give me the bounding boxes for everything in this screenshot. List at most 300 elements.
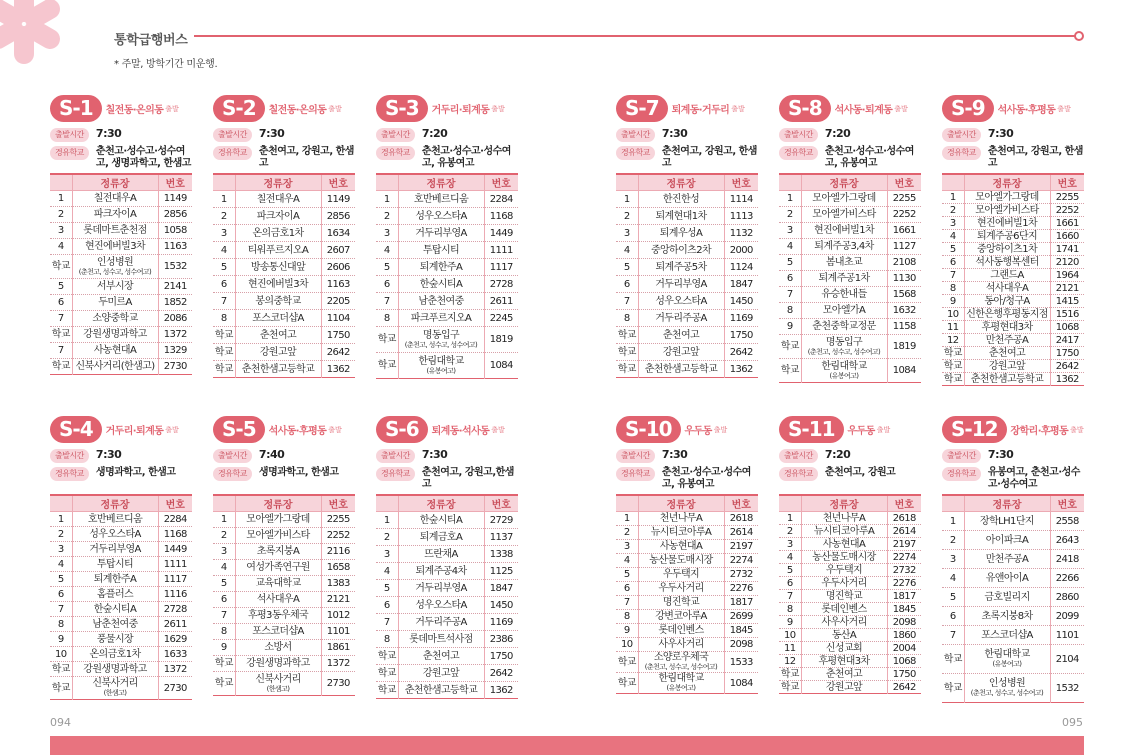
stop-code: 1104 [321, 310, 355, 327]
stop-name [801, 319, 887, 335]
table-row [213, 242, 355, 259]
stop-name [235, 624, 321, 640]
stop-name [801, 335, 887, 359]
depart-time-row [376, 128, 518, 142]
route-header [616, 416, 758, 443]
route-depart-tag: 출발 [1070, 425, 1084, 434]
stop-order: 학교 [376, 682, 398, 699]
stop-code: 1847 [724, 276, 758, 293]
depart-label: 출발시간 [616, 449, 655, 463]
stop-name-text: 그랜드A [990, 269, 1024, 281]
table-header-row [942, 174, 1084, 191]
route-area: 장학리·후평동 [1010, 426, 1069, 437]
stop-name-text: 동아/청구A [984, 295, 1030, 307]
table-row [942, 607, 1084, 626]
schools-list: 춘천여고, 강원고 [824, 467, 896, 478]
stop-name-text: 강원생명과학고 [83, 329, 147, 340]
stop-code: 1111 [484, 242, 518, 259]
stop-code: 1362 [724, 361, 758, 378]
stop-name [72, 239, 158, 255]
stop-code: 1633 [158, 647, 192, 662]
route-depart-tag: 출발 [1057, 104, 1071, 113]
stop-code: 2730 [158, 677, 192, 700]
stop-code: 2141 [158, 279, 192, 295]
header-code: 번호 [887, 495, 921, 512]
stop-name-text: 현진에버빌1차 [813, 225, 875, 236]
stop-name [235, 640, 321, 656]
stop-name [638, 208, 724, 225]
stop-order: 9 [50, 632, 72, 647]
stop-name [801, 629, 887, 642]
stop-name [235, 656, 321, 672]
table-row [376, 682, 518, 699]
stop-name-text: 사농현대A [659, 541, 703, 552]
stop-name [801, 287, 887, 303]
stop-name [72, 512, 158, 527]
stop-code: 1084 [484, 353, 518, 379]
stop-name [72, 662, 158, 677]
stop-name-text: 현진에버빌3차 [84, 241, 146, 252]
schools-label: 경유학교 [376, 146, 415, 160]
table-row [616, 310, 758, 327]
table-row [616, 568, 758, 582]
stop-code: 2004 [887, 642, 921, 655]
stop-order: 2 [213, 528, 235, 544]
stop-code: 2643 [1050, 531, 1084, 550]
stop-order: 학교 [616, 361, 638, 378]
stop-order: 6 [779, 271, 801, 287]
stop-order: 8 [376, 631, 398, 648]
stop-order: 3 [213, 225, 235, 242]
stop-name-text: 호반베르디움 [413, 193, 469, 205]
route-badge: S-1 [50, 95, 102, 122]
table-row [616, 596, 758, 610]
schedule-note: * 주말, 방학기간 미운행. [114, 59, 218, 70]
stop-code: 1362 [321, 361, 355, 378]
stop-code: 2618 [724, 512, 758, 526]
stop-order: 6 [616, 276, 638, 293]
stop-order: 6 [942, 607, 964, 626]
stop-name [638, 327, 724, 344]
stop-code: 1163 [158, 239, 192, 255]
header-stop: 정류장 [235, 495, 321, 512]
stop-name-text: 퇴계주공6단지 [976, 230, 1038, 242]
depart-time-row [942, 449, 1084, 463]
stop-name-text: 명동입구 [825, 336, 863, 348]
stop-code: 2732 [887, 564, 921, 577]
table-row [779, 319, 921, 335]
stop-order: 2 [50, 207, 72, 223]
stop-order: 1 [50, 191, 72, 207]
stop-code: 2614 [887, 525, 921, 538]
stop-name [638, 624, 724, 638]
header-code: 번호 [321, 174, 355, 191]
table-row [376, 631, 518, 648]
stop-order: 5 [942, 588, 964, 607]
stop-code: 1661 [887, 223, 921, 239]
stop-code: 1058 [158, 223, 192, 239]
stop-order: 5 [942, 243, 964, 256]
stop-name [964, 204, 1050, 217]
header-order [376, 174, 398, 191]
route-card-s-5 [213, 416, 355, 696]
stop-code: 1383 [321, 576, 355, 592]
table-row [213, 361, 355, 378]
stop-school-note: (유봉여고) [829, 371, 859, 380]
header-stop: 정류장 [638, 174, 724, 191]
table-row [779, 512, 921, 525]
stop-name [801, 655, 887, 668]
stop-order: 10 [616, 638, 638, 652]
stop-order: 5 [779, 564, 801, 577]
stop-name [964, 360, 1050, 373]
stop-order: 2 [779, 207, 801, 223]
depart-time-row [942, 128, 1084, 142]
stop-name [398, 208, 484, 225]
depart-time: 7:20 [824, 127, 851, 140]
stop-name-text: 사우사거리 [658, 639, 704, 650]
table-row [376, 648, 518, 665]
table-row [779, 538, 921, 551]
stop-name-text: 중앙하이츠1차 [976, 243, 1038, 255]
schools-row [50, 146, 192, 173]
table-row [942, 256, 1084, 269]
stop-name-text: 뉴시티코아루A [650, 527, 712, 538]
stop-name-text: 롯데인벤스 [821, 603, 867, 615]
header-order [213, 495, 235, 512]
stop-code: 2856 [321, 208, 355, 225]
stop-code: 2245 [484, 310, 518, 327]
route-area: 석사동·후평동 [997, 105, 1056, 116]
depart-time-row [50, 449, 192, 463]
stop-name-text: 한림대학교 [821, 360, 867, 372]
header-order [376, 495, 398, 512]
stop-order: 11 [779, 642, 801, 655]
table-row [779, 551, 921, 564]
table-row [942, 569, 1084, 588]
table-row [50, 207, 192, 223]
stop-name-text: 퇴계금호A [419, 531, 463, 543]
stop-order: 3 [376, 225, 398, 242]
schools-list: 춘천여고, 강원고, 한샘고 [987, 146, 1083, 169]
depart-time: 7:30 [95, 127, 122, 140]
stop-name [638, 512, 724, 526]
header-order [616, 174, 638, 191]
stop-name [235, 361, 321, 378]
table-row [213, 276, 355, 293]
stop-order: 6 [213, 592, 235, 608]
table-row [942, 308, 1084, 321]
stop-name [964, 645, 1050, 674]
stop-order: 3 [779, 223, 801, 239]
stops-table [779, 173, 921, 383]
stop-order: 7 [213, 608, 235, 624]
stop-order: 학교 [942, 360, 964, 373]
stops-table [213, 494, 355, 696]
stop-name [398, 191, 484, 208]
depart-label: 출발시간 [779, 128, 818, 142]
stop-order: 12 [779, 655, 801, 668]
stop-name [964, 295, 1050, 308]
depart-time-row [213, 128, 355, 142]
depart-time-row [50, 128, 192, 142]
table-row [376, 546, 518, 563]
schools-list: 생명과학고, 한샘고 [258, 467, 339, 478]
stop-name [638, 582, 724, 596]
route-badge: S-5 [213, 416, 265, 443]
stop-name [964, 334, 1050, 347]
table-row [779, 629, 921, 642]
table-row [213, 528, 355, 544]
stop-name-text: 포스코더샵A [252, 626, 304, 637]
table-row [616, 652, 758, 673]
table-row [50, 662, 192, 677]
stop-code: 1847 [484, 580, 518, 597]
stop-name [638, 554, 724, 568]
title-rule [194, 35, 1080, 37]
stop-order: 5 [213, 259, 235, 276]
depart-time-row [616, 128, 758, 142]
table-row [616, 344, 758, 361]
stop-name-text: 퇴계한주A [419, 261, 463, 273]
stop-order: 5 [50, 572, 72, 587]
table-row [50, 255, 192, 279]
stop-name-text: 만천주공A [985, 334, 1029, 346]
stop-name-text: 소양중학교 [92, 313, 138, 324]
stop-name-text: 소양로우체국 [653, 652, 709, 663]
stop-name-text: 모아엘가A [822, 305, 866, 316]
stop-name [235, 208, 321, 225]
depart-label: 출발시간 [616, 128, 655, 142]
schools-label: 경유학교 [376, 467, 415, 481]
route-badge: S-9 [942, 95, 994, 122]
stop-code: 1845 [887, 603, 921, 616]
route-depart-tag: 출발 [491, 104, 505, 113]
table-row [213, 656, 355, 672]
table-row [616, 225, 758, 242]
stop-order: 학교 [376, 665, 398, 682]
stop-order: 7 [942, 269, 964, 282]
stop-code: 1750 [1050, 347, 1084, 360]
stop-code: 2606 [321, 259, 355, 276]
route-badge: S-7 [616, 95, 668, 122]
stop-order: 12 [942, 334, 964, 347]
route-badge: S-10 [616, 416, 681, 443]
stop-code: 1362 [484, 682, 518, 699]
stop-name [964, 531, 1050, 550]
stop-name [801, 681, 887, 694]
stop-code: 1125 [484, 563, 518, 580]
stop-code: 1634 [321, 225, 355, 242]
table-row [376, 191, 518, 208]
stop-name [72, 602, 158, 617]
table-row [376, 614, 518, 631]
stop-code: 2116 [321, 544, 355, 560]
stop-name [235, 225, 321, 242]
stop-name-text: 현진에버빌3차 [247, 278, 309, 290]
table-row [779, 287, 921, 303]
stop-name-text: 거두리주공A [655, 312, 707, 324]
stop-order: 7 [50, 343, 72, 359]
header-code: 번호 [158, 495, 192, 512]
stop-name [72, 632, 158, 647]
stop-name-text: 거두리부영A [89, 543, 141, 555]
table-row [376, 597, 518, 614]
stop-code: 1449 [484, 225, 518, 242]
stop-name-text: 거두리부영A [655, 278, 707, 290]
stop-name [72, 327, 158, 343]
stop-name [638, 344, 724, 361]
depart-label: 출발시간 [376, 449, 415, 463]
stop-order: 8 [942, 282, 964, 295]
stop-name-text: 강원고앞 [988, 360, 1026, 372]
table-row [50, 527, 192, 542]
depart-time-row [779, 449, 921, 463]
stop-code: 1741 [1050, 243, 1084, 256]
stop-code: 1372 [158, 327, 192, 343]
header-order [779, 174, 801, 191]
table-row [942, 674, 1084, 703]
route-header [50, 416, 192, 443]
stops-table [50, 173, 192, 375]
table-row [779, 223, 921, 239]
stop-name-text: 한숲시티A [419, 278, 463, 290]
stop-name-text: 초록지붕8차 [981, 610, 1033, 622]
table-row [376, 293, 518, 310]
stop-order: 4 [616, 242, 638, 259]
table-row [213, 344, 355, 361]
schools-list: 춘천여고, 강원고, 한샘고 [661, 146, 757, 169]
header-order [50, 174, 72, 191]
stop-code: 2121 [321, 592, 355, 608]
stops-table [50, 494, 192, 700]
stop-code: 1817 [887, 590, 921, 603]
stop-name [964, 308, 1050, 321]
route-depart-tag: 출발 [165, 104, 179, 113]
stop-name-text: 강원고앞 [662, 346, 700, 358]
stop-name [235, 242, 321, 259]
route-badge: S-12 [942, 416, 1007, 443]
stop-name-text: 유승한내들 [821, 289, 867, 300]
stop-order: 학교 [213, 361, 235, 378]
stop-name-text: 신북사거리 [255, 673, 301, 685]
table-row [942, 512, 1084, 531]
stop-code: 2642 [321, 344, 355, 361]
stop-name-text: 춘천여고 [259, 329, 297, 341]
stop-order: 1 [50, 512, 72, 527]
stop-name [398, 648, 484, 665]
stop-order: 10 [942, 308, 964, 321]
route-header [213, 416, 355, 443]
header-order [942, 495, 964, 512]
table-row [616, 638, 758, 652]
stop-code: 2284 [158, 512, 192, 527]
stop-name [72, 587, 158, 602]
route-depart-tag: 출발 [328, 104, 342, 113]
stop-code: 2607 [321, 242, 355, 259]
route-area: 석사동·후평동 [268, 426, 327, 437]
stop-name-text: 파크푸르지오A [410, 312, 472, 324]
stop-name [398, 225, 484, 242]
stop-name-text: 천년나무A [822, 512, 866, 524]
stop-name [398, 512, 484, 529]
table-row [213, 208, 355, 225]
stop-order: 1 [616, 191, 638, 208]
table-row [616, 276, 758, 293]
stop-name [235, 344, 321, 361]
stop-code: 1163 [321, 276, 355, 293]
stop-name-text: 우두택지 [662, 569, 700, 580]
stop-name-text: 성우오스타A [655, 295, 707, 307]
stop-order: 4 [779, 239, 801, 255]
stop-order: 6 [50, 587, 72, 602]
table-row [213, 327, 355, 344]
route-header [376, 416, 518, 443]
table-row [942, 373, 1084, 386]
stop-name-text: 봉의중학교 [255, 295, 301, 307]
stop-name-text: 강원고앞 [259, 346, 297, 358]
stop-name [72, 359, 158, 375]
stop-school-note: (유봉여고) [992, 660, 1022, 668]
stop-name-text: 춘천여고 [825, 668, 863, 680]
table-row [942, 230, 1084, 243]
table-header-row [376, 495, 518, 512]
schools-list: 유봉여고, 춘천고·성수고·성수여고 [987, 467, 1080, 490]
stop-order: 학교 [376, 353, 398, 379]
stop-school-note: (춘천고, 성수고, 성수여고) [644, 663, 718, 671]
route-card-s-11 [779, 416, 921, 694]
stop-name [801, 590, 887, 603]
table-row [616, 673, 758, 694]
stop-code: 2417 [1050, 334, 1084, 347]
stop-order: 3 [213, 544, 235, 560]
stop-order: 4 [376, 563, 398, 580]
stop-code: 2860 [1050, 588, 1084, 607]
stop-order: 1 [376, 512, 398, 529]
stop-order: 8 [50, 617, 72, 632]
depart-label: 출발시간 [50, 449, 89, 463]
stop-order: 7 [779, 287, 801, 303]
stop-name [638, 310, 724, 327]
stop-order: 학교 [376, 648, 398, 665]
stop-code: 1117 [484, 259, 518, 276]
header-code: 번호 [724, 495, 758, 512]
table-row [616, 208, 758, 225]
title-rule-end-dot [1074, 31, 1084, 41]
stop-school-note: (유봉여고) [666, 684, 696, 692]
stop-code: 2274 [724, 554, 758, 568]
section-title: 통학급행버스 [114, 33, 188, 48]
table-row [376, 276, 518, 293]
depart-time: 7:30 [421, 448, 448, 461]
stop-school-note: (춘천고, 성수고, 성수여고) [970, 689, 1044, 697]
stop-code: 2728 [484, 276, 518, 293]
stop-name [235, 259, 321, 276]
stop-order: 3 [942, 217, 964, 230]
stop-name-text: 우두사거리 [821, 577, 867, 589]
header-order [616, 495, 638, 512]
stop-name [964, 588, 1050, 607]
stop-code: 2729 [484, 512, 518, 529]
schools-row [376, 146, 518, 173]
stop-code: 1372 [158, 662, 192, 677]
table-row [942, 204, 1084, 217]
stop-name [72, 295, 158, 311]
stop-name-text: 인성병원 [96, 256, 134, 268]
table-row [50, 677, 192, 700]
stop-name-text: 퇴계현대1차 [655, 210, 707, 222]
stop-name-text: 서부시장 [96, 281, 134, 292]
